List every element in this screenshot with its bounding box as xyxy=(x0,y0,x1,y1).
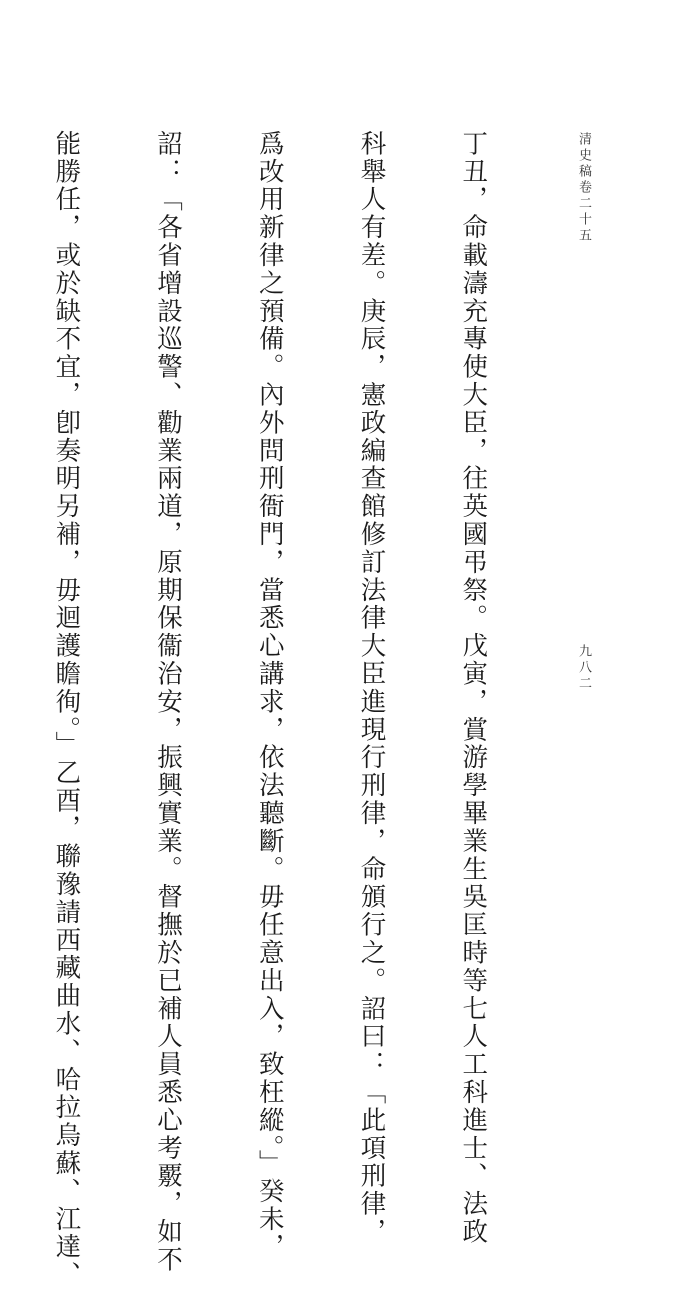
text-column: 丁丑，命載濤充專使大臣，往英國弔祭。戊寅，賞游學畢業生吳匡時等七人工科進士、法政 xyxy=(458,130,489,1246)
text-column: 能勝任，或於缺不宜，卽奏明另補，毋迴護瞻徇。」乙酉，聯豫請西藏曲水、哈拉烏蘇、江達、 xyxy=(51,130,82,1289)
running-header: 清史稿卷二十五 xyxy=(576,132,591,244)
text-column: 科舉人有差。庚辰，憲政編查館修訂法律大臣進現行刑律，命頒行之。詔曰：「此項刑律， xyxy=(356,130,387,1246)
body-text xyxy=(51,130,557,1289)
text-column: 爲改用新律之預備。內外問刑衙門，當悉心講求，依法聽斷。毋任意出入，致枉縱。」癸未， xyxy=(254,130,285,1262)
page-number: 九八二 xyxy=(576,644,591,692)
text-column: 詔：「各省增設巡警、勸業兩道，原期保衞治安，振興實業。督撫於已補人員悉心考覈，如不 xyxy=(153,130,184,1274)
